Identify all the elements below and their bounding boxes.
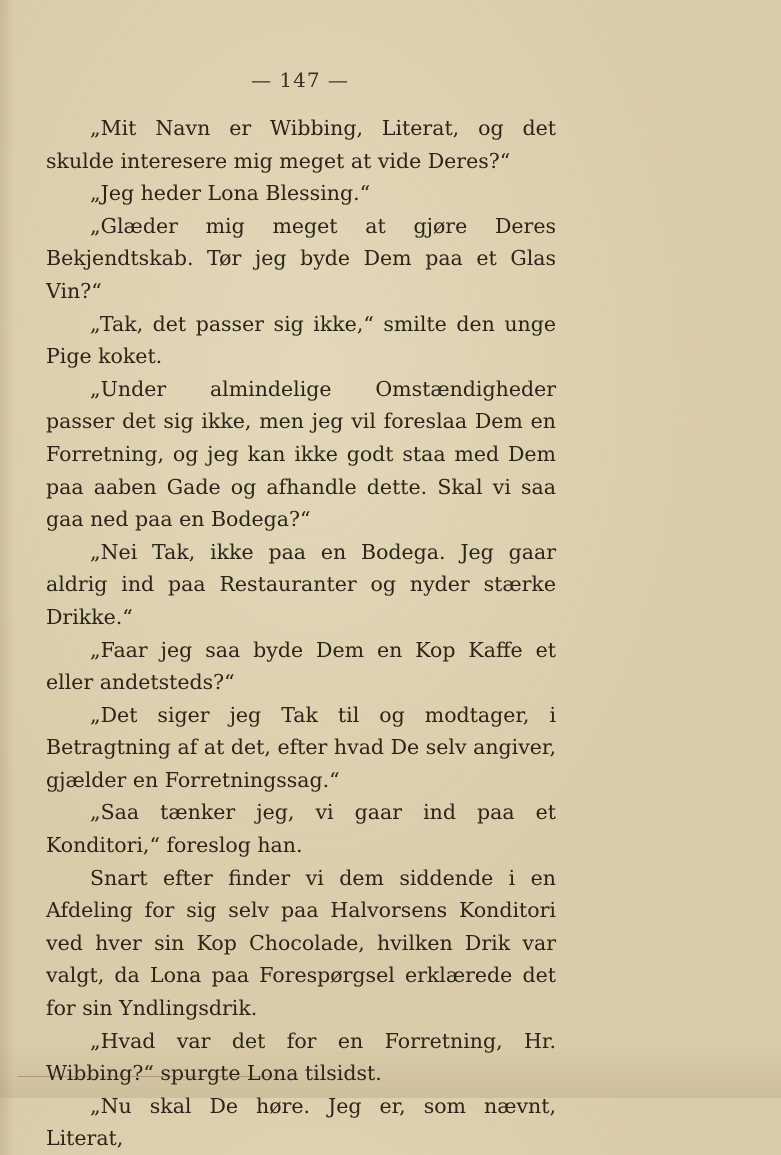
paragraph: „Glæder mig meget at gjøre Deres Bekjendtskab. Tør jeg byde Dem paa et Glas Vin?“: [46, 213, 556, 303]
paragraph: Snart efter finder vi dem siddende i en Afdeling for sig selv paa Halvorsens Konditori ved hver sin Kop Chocolade, hvilken Drik var valgt, da Lona paa Forespørgsel erklærede det for sin Yndlingsdrik.: [46, 865, 556, 1021]
paragraph: „Mit Navn er Wibbing, Literat, og det skulde interesere mig meget at vide Deres?“: [46, 116, 556, 173]
paragraph: „Saa tænker jeg, vi gaar ind paa et Konditori,“ foreslog han.: [46, 800, 556, 858]
paragraph: „Nei Tak, ikke paa en Bodega. Jeg gaar aldrig ind paa Restauranter og nyder stærke Drikke.“: [46, 539, 556, 629]
paragraph: „Faar jeg saa byde Dem en Kop Kaffe et eller andetsteds?“: [46, 637, 556, 695]
page-number: — 147 —: [251, 68, 349, 92]
paragraph: „Under almindelige Omstændigheder passer det sig ikke, men jeg vil foreslaa Dem en Forretning, og jeg kan ikke godt staa med Dem paa aaben Gade og afhandle dette. Skal vi saa gaa ned paa en Bodega?“: [46, 376, 556, 532]
page-edge-line: [18, 1076, 276, 1077]
body-text: [46, 112, 556, 1155]
paragraph: „Hvad var det for en Forretning, Hr. Wibbing?“ spurgte Lona tilsidst.: [46, 1028, 556, 1086]
paragraph: „Nu skal De høre. Jeg er, som nævnt, Literat,: [46, 1093, 556, 1151]
paragraph: „Det siger jeg Tak til og modtager, i Betragtning af at det, efter hvad De selv angiver, gjælder en Forretningssag.“: [46, 702, 556, 792]
paragraph: „Jeg heder Lona Blessing.“: [90, 181, 371, 206]
paragraph: „Tak, det passer sig ikke,“ smilte den unge Pige koket.: [46, 311, 556, 369]
